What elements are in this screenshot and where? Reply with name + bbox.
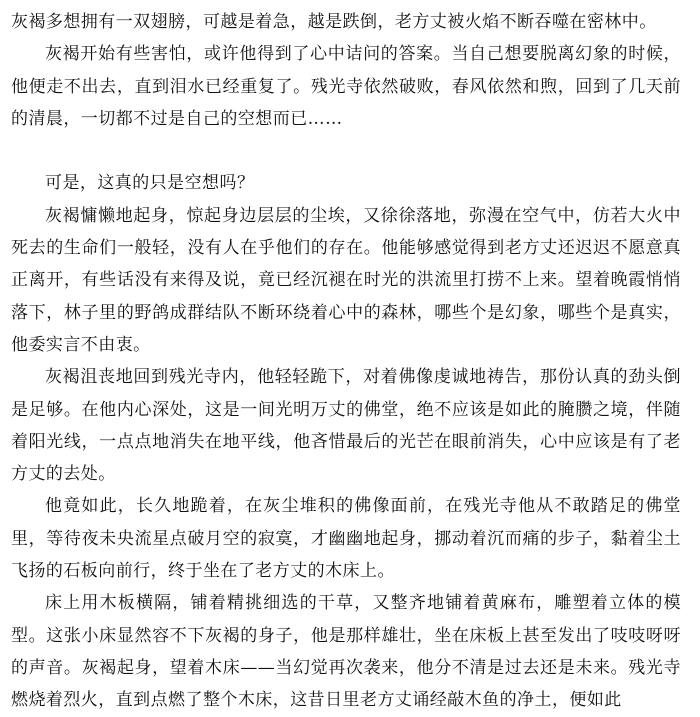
paragraph-5: 灰褐沮丧地回到残光寺内，他轻轻跪下，对着佛像虔诚地祷告，那份认真的劲头倒是足够。在他内心深处，这是一间光明万丈的佛堂，绝不应该是如此的腌臜之境，伴随着阳光线，一点点地消失在地平线，他吝惜最后的光芒在眼前消失，心中应该是有了老方丈的去处。 (11, 367, 681, 485)
paragraph-2: 灰褐开始有些害怕，或许他得到了心中诘问的答案。当自己想要脱离幻象的时候，他便走不出去，直到泪水已经重复了。残光寺依然破败，春风依然和煦，回到了几天前的清晨，一切都不过是自己的空想而已…… (11, 44, 681, 129)
paragraph-6: 他竟如此，长久地跪着，在灰尘堆积的佛像面前，在残光寺他从不敢踏足的佛堂里，等待夜未央流星点破月空的寂寞，才幽幽地起身，挪动着沉而痛的步子，黏着尘土飞扬的石板向前行，终于坐在了老方丈的木床上。 (11, 496, 681, 582)
paragraph-1: 灰褐多想拥有一双翅膀，可越是着急，越是跌倒，老方丈被火焰不断吞噬在密林中。 (11, 12, 657, 32)
paragraph-spacer (11, 135, 681, 167)
document-page (11, 6, 681, 717)
paragraph-3: 可是，这真的只是空想吗？ (45, 173, 255, 194)
paragraph-7: 床上用木板横隔，铺着精挑细选的干草，又整齐地铺着黄麻布，雕塑着立体的模型。这张小床显然容不下灰褐的身子，他是那样雄壮，坐在床板上甚至发出了吱吱呀呀的声音。灰褐起身，望着木床——当幻觉再次袭来，他分不清是过去还是未来。残光寺燃烧着烈火，直到点燃了整个木床，这昔日里老方丈诵经敲木鱼的净土，便如此 (11, 593, 681, 711)
paragraph-4: 灰褐慵懒地起身，惊起身边层层的尘埃，又徐徐落地，弥漫在空气中，仿若大火中死去的生命们一般轻，没有人在乎他们的存在。他能够感觉得到老方丈还迟迟不愿意真正离开，有些话没有来得及说，竟已经沉褪在时光的洪流里打捞不上来。望着晚霞悄悄落下，林子里的野鸽成群结队不断环绕着心中的森林，哪些个是幻象，哪些个是真实，他委实言不由衷。 (11, 205, 681, 355)
